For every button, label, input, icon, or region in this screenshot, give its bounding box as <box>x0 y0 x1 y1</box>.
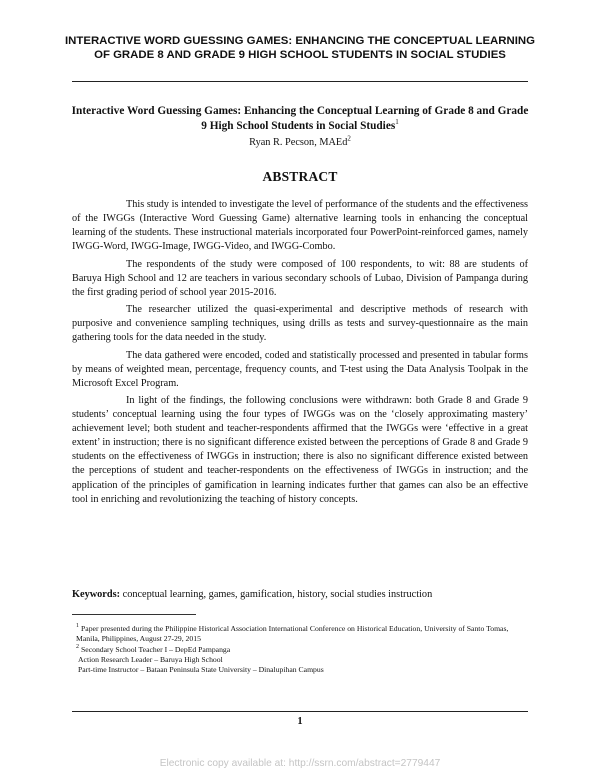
page-number: 1 <box>297 716 303 727</box>
running-head: INTERACTIVE WORD GUESSING GAMES: ENHANCING THE CONCEPTUAL LEARNING OF GRADE 8 AND GRADE 9 HIGH SCHOOL STUDENTS IN SOCIAL STUDIES <box>65 35 535 61</box>
footnote-1 <box>72 624 528 645</box>
footnote-rule <box>72 614 196 615</box>
abstract-paragraph-2: The respondents of the study were composed of 100 respondents, to wit: 88 are students of Baruya High School and 12 are teachers in various secondary schools of Lubao, Division of Pampanga during the first grading period of school year 2015-2016. <box>72 258 528 298</box>
abstract-paragraph-3: The researcher utilized the quasi-experimental and descriptive methods of research with purposive and convenience sampling techniques, using drills as tests and survey-questionnaire as the main gathering tools for the data needed in the study. <box>72 304 528 344</box>
author-footnote-mark: 2 <box>347 134 351 143</box>
ssrn-watermark: Electronic copy available at: http://ssrn.com/abstract=2779447 <box>159 758 441 769</box>
footnote-2 <box>72 645 528 655</box>
keywords-label: Keywords: <box>72 589 121 600</box>
paper-title-text: Interactive Word Guessing Games: Enhancing the Conceptual Learning of Grade 8 and Grade 9 High School Students in Social Studies <box>71 105 529 132</box>
abstract-paragraph-1: This study is intended to investigate the level of performance of the students and the effectiveness of the IWGGs (Interactive Word Guessing Game) alternative learning tools in enhancing the conceptual learning of the students. These instructional materials incorporated four PowerPoint-reinforced games, namely IWGG-Word, IWGG-Image, IWGG-Video, and IWGG-Combo. <box>72 199 528 253</box>
abstract-paragraph-5: In light of the findings, the following conclusions were withdrawn: both Grade 8 and Grade 9 students’ conceptual learning using the four types of IWGGs was on the ‘closely approximating mastery’ achievement level; both student and teacher-respondents affirmed that the IWGGs were ‘effective in a great extent’ in instruction; there is no significant difference existed between the perceptions of Grade 8 and Grade 9 students on the effectiveness of IWGGs in instruction; there is also no significant difference existed between the perceptions of student and teacher-respondents on the effectiveness of IWGGs in instruction; and the application of the principles of gamification in learning indicates further that games can also be an effective tool in enriching and revolutionizing the teaching of history concepts. <box>72 394 528 505</box>
header-rule <box>72 81 528 82</box>
footnote-2-line-3: Part-time Instructor – Bataan Peninsula State University – Dinalupihan Campus <box>78 665 324 675</box>
footnote-2-text: Secondary School Teacher I – DepEd Pampanga <box>81 644 231 654</box>
abstract-heading: ABSTRACT <box>262 169 338 184</box>
footnote-2-line-2: Action Research Leader – Baruya High School <box>78 654 223 664</box>
footnote-1-text: Paper presented during the Philippine Historical Association International Conference on Historical Education, University of Santo Tomas, Manila, Philippines, August 27-29, 2015 <box>76 624 509 644</box>
footnotes <box>72 624 528 675</box>
footnote-1-mark: 1 <box>76 623 79 630</box>
keywords-text: conceptual learning, games, gamification, history, social studies instruction <box>122 589 433 600</box>
author-line <box>0 134 600 148</box>
footer-rule <box>72 711 528 712</box>
keywords-line <box>72 588 528 602</box>
abstract-body <box>72 198 528 510</box>
footnote-2-mark: 2 <box>76 644 79 651</box>
title-footnote-mark: 1 <box>395 118 399 127</box>
abstract-paragraph-4: The data gathered were encoded, coded and statistically processed and presented in tabular forms by means of weighted mean, percentage, frequency counts, and T-test using the Data Analysis Toolpak in the Microsoft Excel Program. <box>72 349 528 389</box>
author-name: Ryan R. Pecson, MAEd <box>249 137 348 148</box>
paper-title <box>70 104 530 134</box>
